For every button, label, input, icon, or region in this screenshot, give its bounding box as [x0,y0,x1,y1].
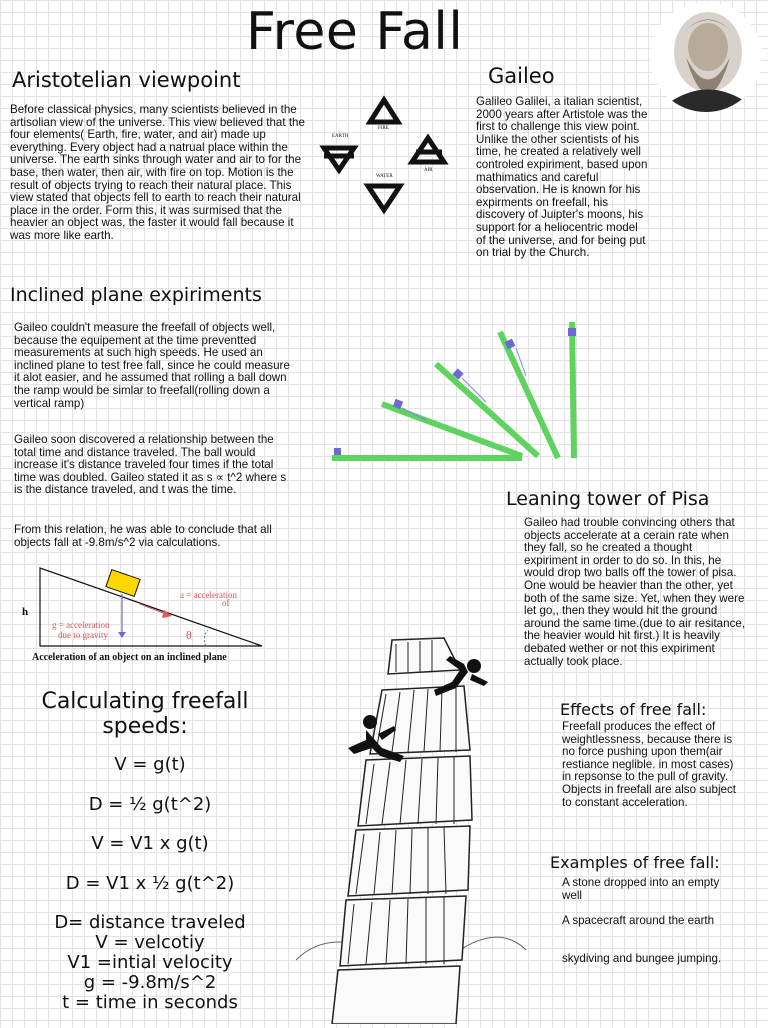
formula-velocity-initial: V = V1 x g(t) [91,833,209,854]
legend-v1: V1 =intial velocity [67,952,233,973]
legend-d: D= distance traveled [54,912,246,933]
inclined-heading: Inclined plane expiriments [10,284,262,306]
galileo-portrait [650,2,762,112]
air-icon [412,138,444,162]
incline-g-label-2: due to gravity [58,630,108,640]
examples-heading: Examples of free fall: [550,853,720,872]
formula-velocity: V = g(t) [114,754,186,775]
example-item: skydiving and bungee jumping. [562,952,722,965]
air-label: AIR [424,168,433,173]
aristotle-heading: Aristotelian viewpoint [12,68,241,92]
effects-text: Freefall produces the effect of weightlessness, because there is no force pushing upon them(air restiance neglible. in most cases) in repsonse to the pull of gravity. Objects in freefall are also subject to constant acceleration. [562,720,736,809]
legend-g: g = -9.8m/s^2 [83,972,217,993]
earth-label: EARTH [332,134,349,139]
formula-distance: D = ½ g(t^2) [88,794,212,815]
page-title: Free Fall [246,2,464,62]
elements-diagram [312,90,472,220]
inclined-para1: Gaileo couldn't measure the freefall of objects well, because the equipement at the time preventted measurements at such high speeds. He used an inclined plane to test free fall, since he could measure it alot easier, and he assumed that rolling a ball down the ramp would be simlar to freefall(rolling down a vertical ramp) [14,321,290,410]
example-item: A spacecraft around the earth [562,914,715,927]
incline-a-label-2: of [222,598,230,608]
incline-diagram [16,562,286,670]
pisa-text: Gaileo had trouble convincing others that objects accelerate at a cerain rate when they fall, so he created a thought expiriment in order to do so. In this, he would drop two balls off the tower of pisa. One would be heavier than the other, yet both of the same size. Yet, when they were let go,, then they would hit the ground around the same time.(due to air resitance, the heavier would hit first.) It is heavily debated wether or not this expiriment actually took place. [524,516,746,668]
inclined-para3: From this relation, he was able to conclude that all objects fall at -9.8m/s^2 via calculations. [14,523,272,549]
pisa-heading: Leaning tower of Pisa [506,488,710,510]
incline-g-label-1: g = acceleration [52,620,110,630]
fire-icon [370,100,398,122]
effects-heading: Effects of free fall: [560,700,707,719]
incline-caption: Acceleration of an object on an inclined plane [32,652,227,663]
water-label: WATER [376,174,393,179]
example-item: A stone dropped into an empty well [562,876,720,902]
legend-t: t = time in seconds [62,992,238,1013]
legend-v: V = velcotiy [95,932,205,953]
aristotle-text: Before classical physics, many scientists believed in the artisolian view of the universe. This view believed that the four elements( Earth, fire, water, and air) made up everything. Every object had a natrual place within the universe. The earth sinks through water and air to for the base, then water, then air, with fire on top. Motion is the result of objects trying to reach their natural place. This view stated that objects fell to earth to reach their natural place in the order. Form this, it was surmised that the heavier an object was, the faster it would fall because it was more like earth. [10,103,305,242]
galileo-text: Galileo Galilei, a italian scientist, 2000 years after Artistole was the first to challenge this view point. Unlike the other scientists of his time, he created a relatively well controled expiriment, based upon mathimatics and careful observation. He is known for his expirments on freefall, his discovery of Juipter's moons, his support for a heliocentric model of the universe, and for being put on trial by the Church. [476,95,648,260]
ramps-illustration [326,316,586,468]
earth-icon [324,148,354,170]
inclined-para2: Gaileo soon discovered a relationship between the total time and distance traveled. The ball would increase it's distance traveled four times if the total time was doubled. Gaileo stated it as s ∝ t^2 where s is the distance traveled, and t was the time. [14,433,287,497]
galileo-heading: Gaileo [488,64,555,88]
water-icon [368,186,400,210]
incline-h-label: h [22,606,29,618]
calculating-heading: Calculating freefall speeds: [41,689,249,739]
incline-theta: θ [186,628,192,642]
incline-a-label-1: a = acceleration [180,590,238,600]
tower-illustration [296,630,526,1024]
formula-distance-initial: D = V1 x ½ g(t^2) [65,873,235,894]
fire-label: FIRE [378,126,389,131]
